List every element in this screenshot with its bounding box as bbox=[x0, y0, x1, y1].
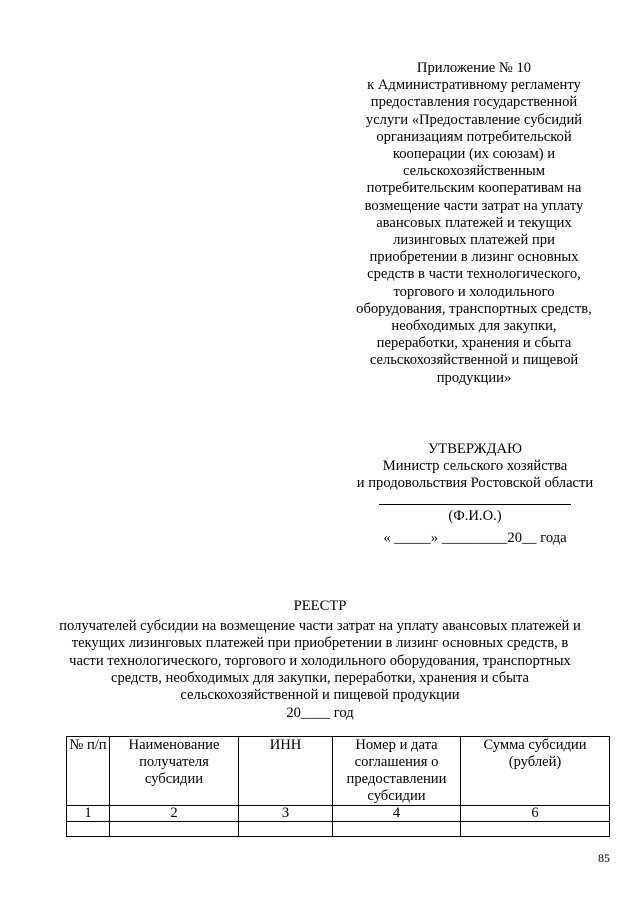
appendix-line: необходимых для закупки, bbox=[391, 318, 557, 335]
table-cell: 6 bbox=[461, 806, 610, 822]
registry-subtitle-line: средств, необходимых для закупки, переработки, хранения и сбыта bbox=[111, 669, 529, 686]
appendix-line: средств в части технологического, bbox=[367, 266, 581, 283]
table-cell: 4 bbox=[333, 806, 461, 822]
table-empty-row bbox=[67, 822, 610, 837]
appendix-line: Приложение № 10 bbox=[416, 60, 532, 76]
registry-subtitle-line: сельскохозяйственной и пищевой продукции bbox=[180, 687, 460, 704]
table-cell bbox=[67, 822, 110, 837]
appendix-line: лизинговых платежей при bbox=[393, 232, 555, 249]
appendix-line: услуги «Предоставление субсидий bbox=[365, 111, 583, 128]
appendix-block bbox=[350, 60, 598, 387]
approval-block bbox=[332, 441, 618, 547]
registry-subtitle-line: текущих лизинговых платежей при приобретении в лизинг основных средств, в bbox=[71, 635, 569, 652]
header-cell-agreement: Номер и дата соглашения о предоставлении субсидии bbox=[333, 737, 461, 806]
table-header-row bbox=[67, 737, 610, 806]
appendix-line: сельскохозяйственным bbox=[403, 163, 545, 180]
appendix-line: приобретении в лизинг основных bbox=[369, 249, 579, 266]
appendix-line: продукции» bbox=[436, 369, 512, 386]
appendix-line: потребительским кооперативам на bbox=[366, 180, 582, 197]
table-cell: 3 bbox=[239, 806, 333, 822]
appendix-line: организациям потребительской bbox=[376, 128, 572, 145]
header-cell-amount: Сумма субсидии (рублей) bbox=[461, 737, 610, 806]
table-cell bbox=[239, 822, 333, 837]
appendix-line: авансовых платежей и текущих bbox=[376, 214, 572, 231]
header-cell-inn: ИНН bbox=[239, 737, 333, 806]
appendix-line: оборудования, транспортных средств, bbox=[356, 300, 592, 317]
fio-label: (Ф.И.О.) bbox=[448, 507, 502, 524]
header-cell-recipient: Наименование получателя субсидии bbox=[110, 737, 239, 806]
registry-year: 20____ год bbox=[286, 705, 354, 722]
table-cell: 1 bbox=[67, 806, 110, 822]
appendix-line: к Административному регламенту bbox=[367, 77, 581, 94]
registry-table bbox=[66, 736, 610, 837]
approval-date: « _____» _________20__ года bbox=[383, 529, 567, 546]
appendix-line: сельскохозяйственной и пищевой bbox=[369, 352, 579, 369]
table-cell bbox=[110, 822, 239, 837]
appendix-line: кооперации (их союзам) и bbox=[392, 146, 556, 163]
registry-heading-block bbox=[40, 598, 600, 722]
approval-position-line: Министр сельского хозяйства bbox=[382, 458, 568, 475]
page-number: 85 bbox=[598, 851, 610, 865]
registry-subtitle-line: части технологического, торгового и холодильного оборудования, транспортных bbox=[69, 652, 571, 669]
table-numbering-row bbox=[67, 806, 610, 822]
table-cell bbox=[461, 822, 610, 837]
appendix-line: переработки, хранения и сбыта bbox=[376, 335, 572, 352]
appendix-line: возмещение части затрат на уплату bbox=[364, 197, 584, 214]
signature-line bbox=[379, 495, 571, 505]
approval-position-line: и продовольствия Ростовской области bbox=[356, 475, 594, 492]
appendix-line: торгового и холодильного bbox=[393, 283, 555, 300]
approval-heading: УТВЕРЖДАЮ bbox=[427, 441, 523, 457]
registry-subtitle-line: получателей субсидии на возмещение части затрат на уплату авансовых платежей и bbox=[59, 618, 581, 635]
registry-title: РЕЕСТР bbox=[293, 598, 347, 614]
table-cell bbox=[333, 822, 461, 837]
appendix-line: предоставления государственной bbox=[370, 94, 578, 111]
header-cell-number: № п/п bbox=[67, 737, 110, 806]
table-cell: 2 bbox=[110, 806, 239, 822]
